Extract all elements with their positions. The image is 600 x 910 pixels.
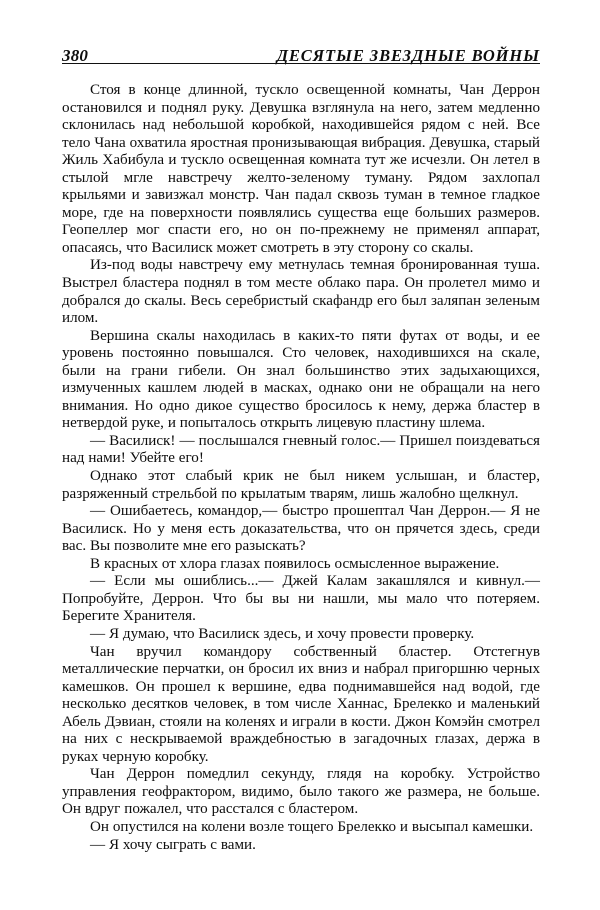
body-text-column bbox=[62, 82, 540, 854]
running-title: ДЕСЯТЫЕ ЗВЕЗДНЫЕ ВОЙНЫ bbox=[276, 45, 540, 65]
body-paragraph: — Я хочу сыграть с вами. bbox=[90, 836, 256, 853]
body-paragraph: — Если мы ошиблись...— Джей Калам закашлялся и кивнул.— Попробуйте, Деррон. Что бы вы ни нашли, мы мало что потеряем. Берегите Хранителя. bbox=[62, 573, 540, 625]
body-paragraph: В красных от хлора глазах появилось осмысленное выражение. bbox=[90, 555, 500, 572]
header-rule-divider bbox=[62, 63, 540, 64]
running-head bbox=[62, 40, 540, 64]
body-paragraph: Вершина скалы находилась в каких-то пяти футах от воды, и ее уровень постоянно повышался. Сто человек, находившихся на скале, были на грани гибели. Он знал большинство этих задыхающихся, измученных кашлем людей в масках, однако они не обращали на него внимания. Но одно дикое существо бросилось к нему, держа бластер в нетвердой руке, и попыталось открыть лицевую пластину шлема. bbox=[62, 327, 540, 432]
body-paragraph: — Я думаю, что Василиск здесь, и хочу провести проверку. bbox=[90, 625, 475, 642]
body-paragraph: Стоя в конце длинной, тускло освещенной комнаты, Чан Деррон остановился и поднял руку. Девушка взглянула на него, затем медленно склонилась над небольшой коробкой, находившейся рядом с ней. Все тело Чана охватила яростная пронизывающая вибрация. Девушка, старый Жиль Хабибула и тускло освещенная комната тут же исчезли. Он летел в стылой мгле навстречу желто-зеленому туману. Рядом захлопал крыльями и завизжал монстр. Чан падал сквозь туман в темное гладкое море, где на поверхности появлялись существа еще больших размеров. Геопеллер мог спасти его, но он по-прежнему не применял аппарат, опасаясь, что Василиск может смотреть в эту сторону со скалы. bbox=[62, 82, 540, 256]
page-number: 380 bbox=[62, 46, 89, 65]
body-paragraph: Чан Деррон помедлил секунду, глядя на коробку. Устройство управления геофрактором, видимо, было такого же размера, не больше. Он вдруг пожалел, что расстался с бластером. bbox=[62, 766, 540, 818]
body-paragraph: — Василиск! — послышался гневный голос.— Пришел поиздеваться над нами! Убейте его! bbox=[62, 432, 540, 467]
body-paragraph: Однако этот слабый крик не был никем услышан, и бластер, разряженный стрельбой по крылатым тварям, лишь жалобно щелкнул. bbox=[62, 468, 540, 502]
body-paragraph: — Ошибаетесь, командор,— быстро прошептал Чан Деррон.— Я не Василиск. Но у меня есть доказательства, что он прячется здесь, среди вас. Вы позволите мне его разыскать? bbox=[62, 503, 540, 555]
body-paragraph: Чан вручил командору собственный бластер. Отстегнув металлические перчатки, он бросил их вниз и набрал пригоршню черных камешков. Он прошел к вершине, едва поднимавшейся над водой, где несколько десятков человек, в том числе Ханнас, Брелекко и маленький Абель Дэвиан, стояли на коленях и играли в кости. Джон Комэйн смотрел на них с нескрываемой враждебностью в загадочных глазах, держа в руках черную коробку. bbox=[62, 643, 540, 765]
body-paragraph: Из-под воды навстречу ему метнулась темная бронированная туша. Выстрел бластера поднял в том месте облако пара. Он пролетел мимо и добрался до скалы. Весь серебристый скафандр его был заляпан зеленым илом. bbox=[62, 257, 540, 327]
body-paragraph: Он опустился на колени возле тощего Брелекко и высыпал камешки. bbox=[90, 818, 534, 835]
